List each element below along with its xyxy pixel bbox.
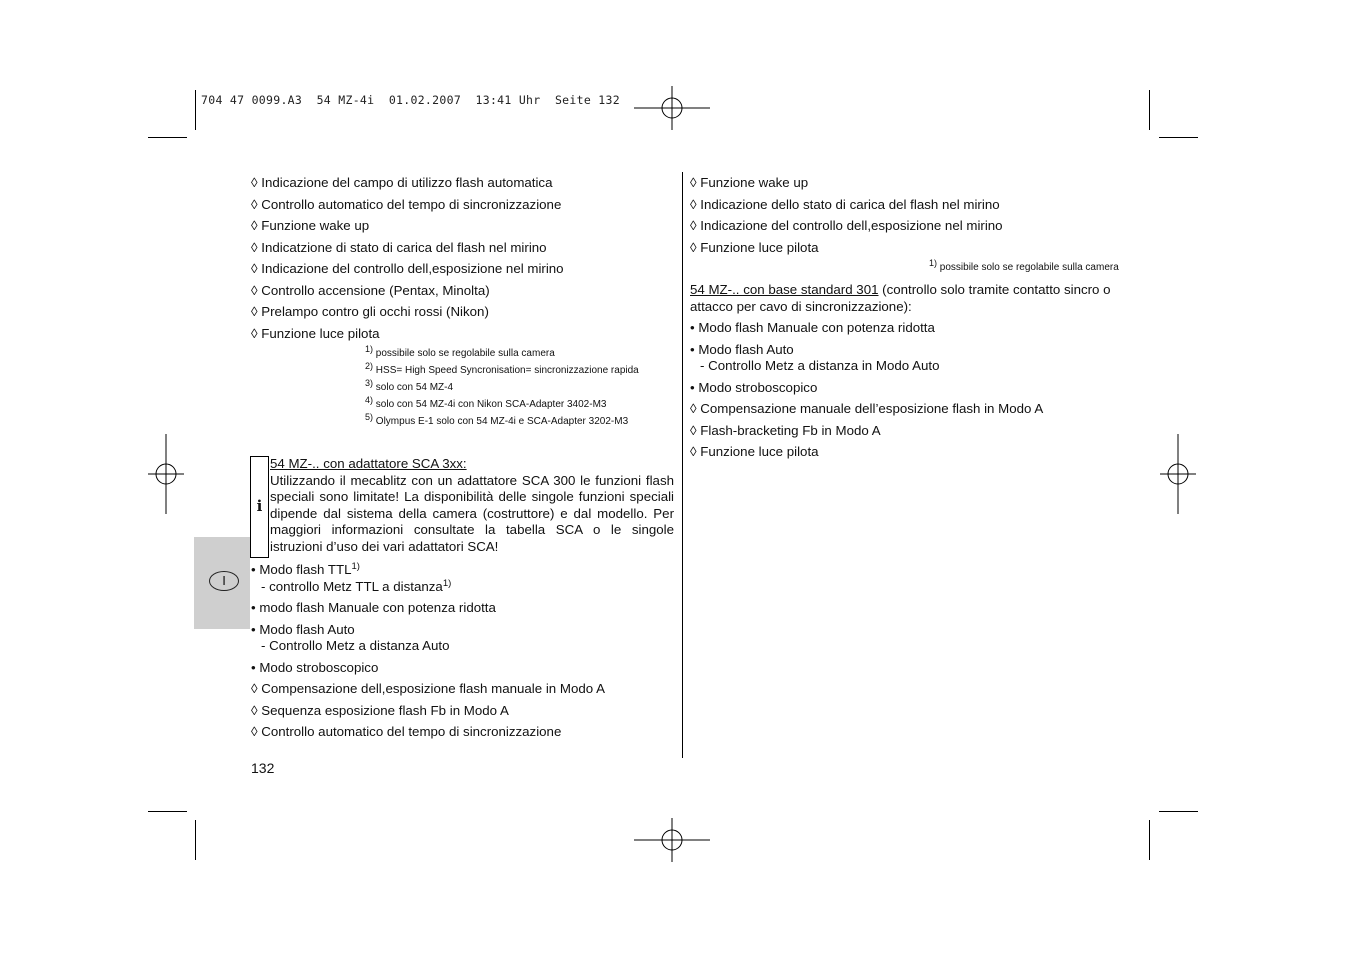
left-sca-mode-list [251, 562, 605, 746]
list-item: ◊ Compensazione manuale dell’esposizione flash in Modo A [690, 401, 1044, 416]
list-item: ◊ Controllo automatico del tempo di sincronizzazione [251, 196, 562, 212]
registration-mark-icon [632, 68, 712, 148]
list-item: • Modo flash Manuale con potenza ridotta [690, 320, 935, 335]
list-item: ◊ Indicazione dello stato di carica del flash nel mirino [690, 196, 1000, 212]
registration-mark-icon [1138, 434, 1218, 514]
list-item: ◊ Indicazione del controllo dell,esposizione nel mirino [251, 261, 564, 276]
registration-mark-icon [632, 800, 712, 880]
language-side-tab [194, 537, 250, 629]
language-badge: I [209, 571, 239, 591]
list-item: ◊ Compensazione dell,esposizione flash manuale in Modo A [251, 681, 605, 696]
info-box-marker [250, 456, 269, 558]
list-item: ◊ Funzione wake up [251, 218, 370, 233]
crop-mark [1159, 137, 1198, 138]
list-item: ◊ Indicazione del campo di utilizzo flash automatica [251, 175, 553, 190]
footnote: $^{2)}$ HSS= High Speed Syncronisation= sincronizzazione rapida [365, 361, 639, 376]
list-item: • Modo stroboscopico [251, 659, 379, 675]
right-footnote [929, 259, 1119, 276]
column-divider [682, 172, 683, 758]
info-heading: 54 MZ-.. con adattatore SCA 3xx: [270, 456, 467, 471]
list-item: • modo flash Manuale con potenza ridotta [251, 600, 496, 615]
crop-mark [195, 90, 196, 130]
list-item: ◊ Sequenza esposizione flash Fb in Modo A [251, 702, 509, 718]
crop-mark [1149, 820, 1150, 860]
crop-mark [1159, 811, 1198, 812]
list-item: ◊ Funzione wake up [690, 175, 809, 190]
list-item: ◊ Funzione luce pilota [690, 444, 819, 459]
list-item: ◊ Prelampo contro gli occhi rossi (Nikon) [251, 304, 489, 319]
footnote: $^{1)}$ possibile solo se regolabile sulla camera [929, 258, 1119, 273]
info-icon: i [256, 497, 263, 515]
footnote: $^{5)}$ Olympus E-1 solo con 54 MZ-4i e SCA-Adapter 3202-M3 [365, 412, 629, 427]
left-footnotes [365, 345, 639, 430]
crop-mark [148, 811, 187, 812]
print-slug-header: 704 47 0099.A3 54 MZ-4i 01.02.2007 13:41 Uhr Seite 132 [201, 93, 620, 107]
list-item: ◊ Controllo automatico del tempo di sincronizzazione [251, 724, 562, 739]
info-body: Utilizzando il mecablitz con un adattatore SCA 300 le funzioni flash speciali sono limitate! La disponibilità delle singole funzioni speciali dipende dal sistema della camera (costruttore) e dal modello. Per maggiori informazioni consultate la tabella SCA o le singole istruzioni d’uso dei vari adattatori SCA! [270, 472, 674, 554]
section-intro: 54 MZ-.. con base standard 301 (controllo solo tramite contatto sincro o attacco per cavo di sincronizzazione): [690, 282, 1111, 314]
list-item: ◊ Controllo accensione (Pentax, Minolta) [251, 282, 490, 298]
list-item: • Modo flash Auto - Controllo Metz a distanza in Modo Auto [690, 341, 940, 373]
crop-mark [1149, 90, 1150, 130]
list-item: ◊ Funzione luce pilota [251, 325, 380, 341]
list-item: ◊ Indicazione del controllo dell,esposizione nel mirino [690, 218, 1003, 233]
list-item: • Modo flash Auto - Controllo Metz a distanza Auto [251, 621, 450, 653]
sca-adapter-note [270, 456, 674, 555]
left-feature-list [251, 175, 564, 347]
page-number: 132 [251, 760, 275, 776]
footnote: $^{1)}$ possibile solo se regolabile sulla camera [365, 344, 555, 359]
list-item: • Modo flash TTL$^{1)}$ - controllo Metz TTL a distanza$^{1)}$ [251, 561, 452, 594]
section-heading: 54 MZ-.. con base standard 301 [690, 282, 879, 297]
crop-mark [148, 137, 187, 138]
right-feature-list [690, 175, 1003, 261]
footnote: $^{3)}$ solo con 54 MZ-4 [365, 378, 454, 393]
list-item: ◊ Flash-bracketing Fb in Modo A [690, 422, 881, 438]
list-item: ◊ Funzione luce pilota [690, 239, 819, 255]
footnote: $^{4)}$ solo con 54 MZ-4i con Nikon SCA-Adapter 3402-M3 [365, 395, 607, 410]
crop-mark [195, 820, 196, 860]
registration-mark-icon [126, 434, 206, 514]
right-standard-base-section [690, 282, 1110, 466]
list-item: • Modo stroboscopico [690, 379, 818, 395]
list-item: ◊ Indicatzione di stato di carica del flash nel mirino [251, 239, 547, 255]
